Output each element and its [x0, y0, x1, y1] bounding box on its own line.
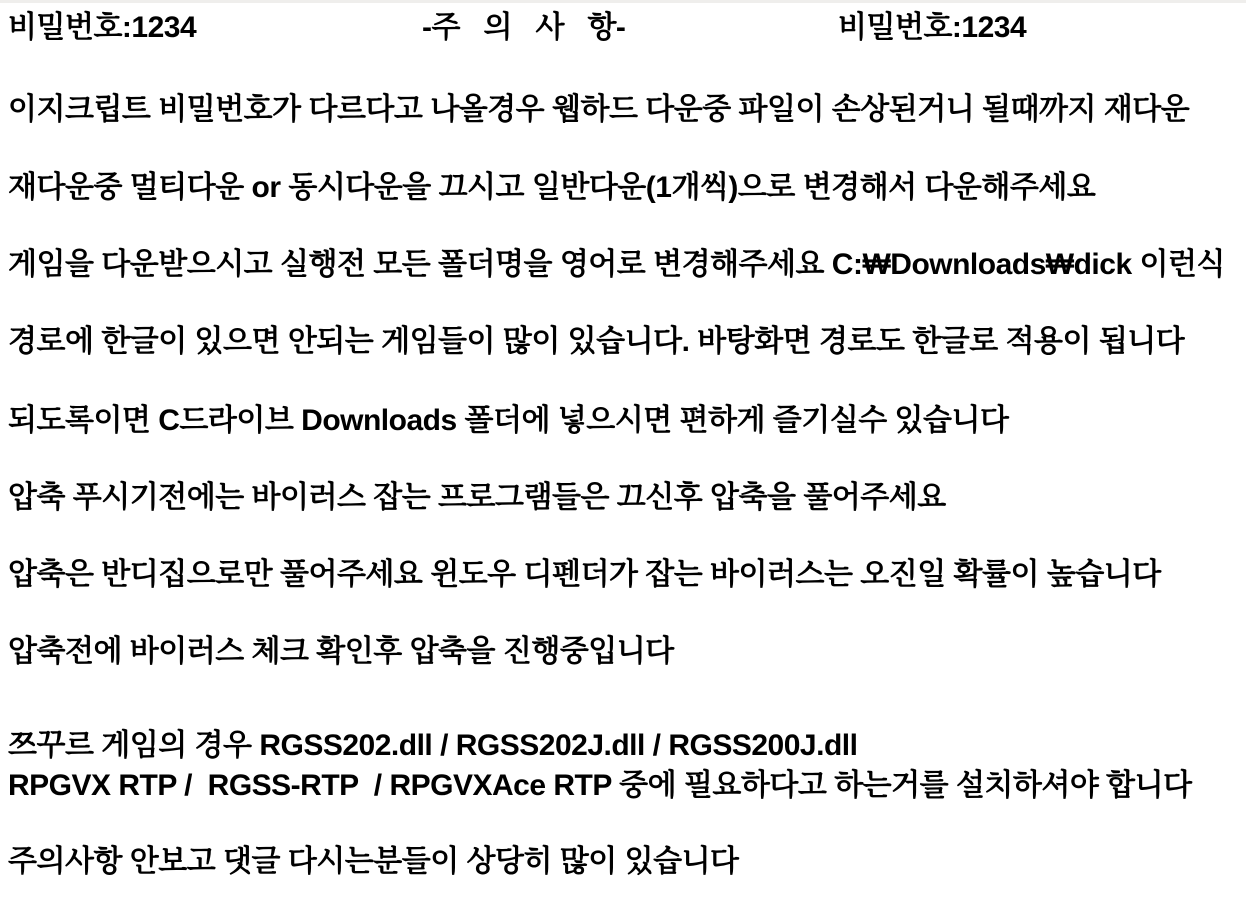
notice-line-redownload: 이지크립트 비밀번호가 다르다고 나올경우 웹하드 다운중 파일이 손상된거니 될때까지 재다운 — [8, 93, 1190, 126]
password-label-left: 비밀번호:1234 — [8, 11, 197, 44]
notice-line-bandizip: 압축은 반디집으로만 풀어주세요 윈도우 디펜더가 잡는 바이러스는 오진일 확률이 높습니다 — [8, 558, 1161, 591]
page-title: -주 의 사 항- — [422, 11, 626, 44]
notice-line-virus-checked: 압축전에 바이러스 체크 확인후 압축을 진행중입니다 — [8, 635, 674, 668]
notice-line-read-warning: 주의사항 안보고 댓글 다시는분들이 상당히 많이 있습니다 — [8, 845, 739, 878]
notice-line-rgss-dll: 쯔꾸르 게임의 경우 RGSS202.dll / RGSS202J.dll / RGSS200J.dll — [8, 729, 858, 762]
password-label-right: 비밀번호:1234 — [838, 11, 1027, 44]
notice-line-antivirus-off: 압축 푸시기전에는 바이러스 잡는 프로그램들은 끄신후 압축을 풀어주세요 — [8, 481, 946, 514]
notice-line-c-drive: 되도록이면 C드라이브 Downloads 폴더에 넣으시면 편하게 즐기실수 있습니다 — [8, 404, 1009, 437]
notice-line-no-korean-path: 경로에 한글이 있으면 안되는 게임들이 많이 있습니다. 바탕화면 경로도 한글로 적용이 됩니다 — [8, 325, 1185, 358]
top-edge-artifact — [0, 0, 1246, 3]
notice-line-single-download: 재다운중 멀티다운 or 동시다운을 끄시고 일반다운(1개씩)으로 변경해서 다운해주세요 — [8, 171, 1096, 204]
notice-line-rename-folders: 게임을 다운받으시고 실행전 모든 폴더명을 영어로 변경해주세요 C:₩Downloads₩dick 이런식 — [8, 248, 1225, 281]
notice-line-rtp-install: RPGVX RTP / RGSS-RTP / RPGVXAce RTP 중에 필요하다고 하는거를 설치하셔야 합니다 — [8, 769, 1192, 802]
